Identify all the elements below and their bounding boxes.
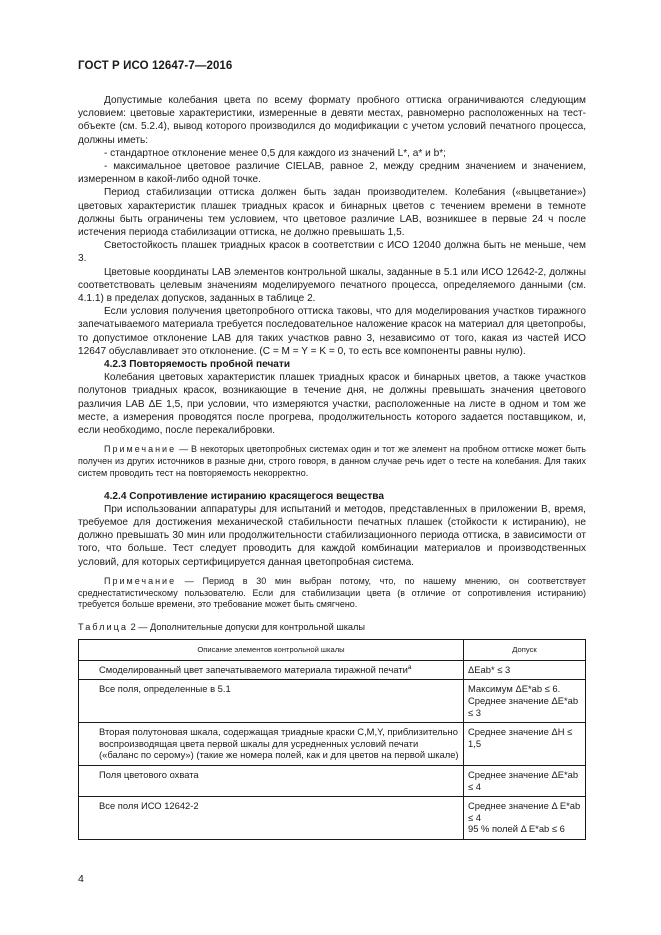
paragraph-rub-resistance: При использовании аппаратуры для испытаний и методов, представленных в приложении В, время, требуемое для достижения механической стабильности печатных плашек (стойкости к истиранию), не должно превышать 30 мин или продолжительности стабилизационного периода оттиска, в зависимости от того, что больше. Тест следует проводить для каждой комбинации материалов и производственных условий, для которых сертифицируется данная цветопробная система. xyxy=(78,503,586,568)
paragraph-lightfastness: Светостойкость плашек триадных красок в соответствии с ИСО 12040 должна быть не меньше, чем 3. xyxy=(78,240,586,265)
table-cell-description xyxy=(79,660,464,680)
table-cell-description xyxy=(79,723,464,766)
table-caption xyxy=(78,621,586,633)
page-number: 4 xyxy=(78,873,84,885)
bullet-std-deviation: - стандартное отклонение менее 0,5 для каждого из значений L*, a* и b*; xyxy=(104,147,446,159)
column-header-tolerance: Допуск xyxy=(464,640,586,661)
section-title-4-2-4: 4.2.4 Сопротивление истиранию красящегося вещества xyxy=(104,490,384,502)
cell-text: Все поля ИСО 12642-2 xyxy=(99,800,199,812)
table-row xyxy=(79,723,586,766)
cell-text: Вторая полутоновая шкала, содержащая триадные краски C,M,Y, приблизительно воспроизводящая цвета первой шкалы для усредненных условий печати («баланс по серому») (такие же номера полей, как и для цветов на первой шкале) xyxy=(99,726,459,761)
table-cell-description xyxy=(79,680,464,723)
tolerance-table xyxy=(78,639,586,840)
tolerance-line: 95 % полей Δ E*ab ≤ 6 xyxy=(468,823,565,835)
document-code-header: ГОСТ Р ИСО 12647-7—2016 xyxy=(78,60,233,72)
table-cell-tolerance xyxy=(464,766,586,797)
table-cell-description xyxy=(79,766,464,797)
note-label: Примечание xyxy=(104,444,177,455)
tolerance-line: Среднее значение ΔE*ab ≤ 4 xyxy=(468,769,579,792)
table-caption-number: 2 xyxy=(130,622,136,633)
paragraph-lab-coordinates: Цветовые координаты LAB элементов контрольной шкалы, заданные в 5.1 или ИСО 12642-2, должны соответствовать целевым значениям моделируемого печатного процесса, определяемого данными (см. 4.1.1) в пределах допусков, заданных в таблице 2. xyxy=(78,266,586,305)
table-row xyxy=(79,797,586,840)
note-rub-resistance xyxy=(78,576,586,611)
table-cell-tolerance xyxy=(464,723,586,766)
table-caption-label: Таблица xyxy=(78,622,129,633)
table-row xyxy=(79,766,586,797)
bullet-max-difference: - максимальное цветовое различие CIELAB, равное 2, между средним значением и значением, измеренном в какой-либо одной точке. xyxy=(78,161,586,186)
table-header-row xyxy=(79,640,586,661)
tolerance-line: Среднее значение ΔE*ab ≤ 3 xyxy=(468,695,579,718)
table-caption-text: — Дополнительные допуски для контрольной шкалы xyxy=(135,622,365,633)
cell-text: Смоделированный цвет запечатываемого материала тиражной печати xyxy=(99,663,408,675)
table-cell-tolerance xyxy=(464,797,586,840)
table-cell-description xyxy=(79,797,464,840)
note-label: Примечание xyxy=(104,575,177,586)
tolerance-line: Среднее значение ΔH ≤ 1,5 xyxy=(468,726,573,749)
cell-text: Поля цветового охвата xyxy=(99,769,199,781)
note-repeatability xyxy=(78,444,586,479)
table-row xyxy=(79,680,586,723)
paragraph-color-variation: Допустимые колебания цвета по всему формату пробного оттиска ограничиваются следующим условием: цветовые характеристики, измеренные в девяти местах, равномерно расположенных на тест-объекте (см. 5.2.4), вывод которого производился до модификации с учетом условий печатного процесса, должны иметь: xyxy=(78,95,586,146)
paragraph-overprint-substrate: Если условия получения цветопробного оттиска таковы, что для моделирования участков тиражного запечатываемого материала требуется последовательное наложение красок на материал для цветопробы, то допустимое отклонение LAB для таких участков равно 3, независимо от того, какая из частей ИСО 12647 обуславливает это отклонение. (C = M = Y = K = 0, то есть все компоненты равны нулю). xyxy=(78,306,586,357)
table-row xyxy=(79,660,586,680)
cell-text: Все поля, определенные в 5.1 xyxy=(99,683,231,695)
note-text: — В некоторых цветопробных системах один и тот же элемент на пробном оттиске может быть получен из других источников в разные дни, строго говоря, в данном случае речь идет о тесте на колебания. Для таких систем проводить тест на повторяемость некорректно. xyxy=(78,444,586,478)
tolerance-line: ΔEab* ≤ 3 xyxy=(468,663,511,675)
page-content xyxy=(78,94,586,840)
column-header-description: Описание элементов контрольной шкалы xyxy=(79,640,464,661)
tolerance-line: Среднее значение Δ E*ab ≤ 4 xyxy=(468,800,581,823)
table-cell-tolerance xyxy=(464,680,586,723)
note-text: — Период в 30 мин выбран потому, что, по нашему мнению, он соответствует среднестатистическому пользователю. Если для стабилизации цвета (в отличие от сопротивления истиранию) требуется больше времени, это требование может быть смягчено. xyxy=(78,575,586,610)
paragraph-repeatability: Колебания цветовых характеристик плашек триадных красок и бинарных цветов, а также участков полутонов триадных красок, возникающие в течение дня, не должны превышать значения цветового различия LAB ΔE 1,5, при условии, что измеряются участки, расположенные на листе в одном и том же месте, а измерения проводятся после прогрева, продолжительность которого задается поставщиком, и, если необходимо, после перекалибровки. xyxy=(78,372,586,437)
table-cell-tolerance xyxy=(464,660,586,680)
footnote-mark: a xyxy=(407,663,412,671)
tolerance-line: Максимум ΔE*ab ≤ 6. xyxy=(468,683,561,695)
section-title-4-2-3: 4.2.3 Повторяемость пробной печати xyxy=(104,359,291,371)
paragraph-stabilization-period: Период стабилизации оттиска должен быть задан производителем. Колебания («выцветание») цветовых характеристик плашек триадных красок и бинарных цветов с течением времени в темноте должны быть ограничены тем условием, что цветовое различие LAB, возникшее в первые 24 ч после истечения периода стабилизации оттиска, не должно превышать 1,5. xyxy=(78,187,586,239)
